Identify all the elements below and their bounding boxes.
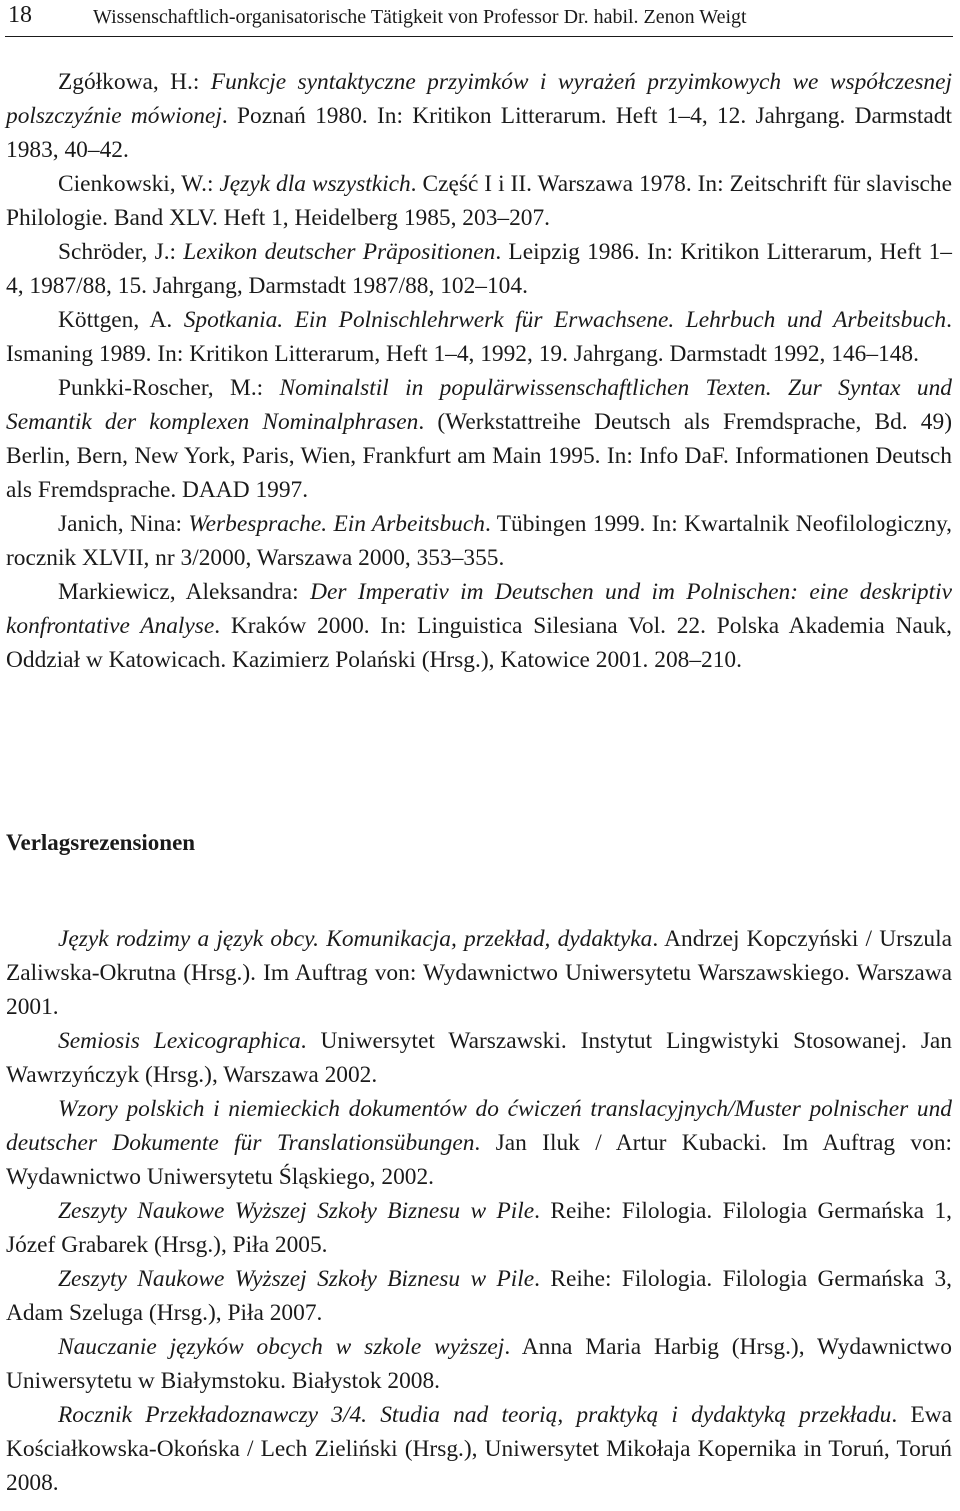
running-title: Wissenschaftlich-organisatorische Tätigkeit von Professor Dr. habil. Zenon Weigt: [93, 6, 747, 28]
review-entry: [6, 922, 952, 1024]
page-number: 18: [8, 2, 32, 28]
entry-title: Nominalstil in populärwissenschaftlichen Texten. Zur Syntax und Semantik der komplexen Nominalphrasen: [6, 375, 952, 435]
review-entry: [6, 1024, 952, 1092]
review-entry: [6, 1262, 952, 1330]
entry-title: Nauczanie języków obcych w szkole wyższej: [58, 1334, 505, 1360]
entry-text: . (Werkstattreihe Deutsch als Fremdsprache, Bd. 49) Berlin, Bern, New York, Paris, Wien, Frankfurt am Main 1995. In: Info DaF. Informationen Deutsch als Fremdsprache. DAAD 1997.: [6, 409, 952, 503]
section-title: Verlagsrezensionen: [6, 830, 196, 855]
entry-title: Werbesprache. Ein Arbeitsbuch: [188, 511, 485, 537]
entry-title: Wzory polskich i niemieckich dokumentów do ćwiczeń translacyjnych/Muster polnischer und deutscher Dokumente für Translationsübungen: [6, 1096, 952, 1156]
entry-title: Funkcje syntaktyczne przyimków i wyrażeń przyimkowych we współczesnej polszczyźnie mówionej: [6, 69, 953, 129]
entry-title: Spotkania. Ein Polnischlehrwerk für Erwachsene. Lehrbuch und Arbeitsbuch: [183, 307, 947, 333]
entry-title: Rocznik Przekładoznawczy 3/4. Studia nad teorią, praktyką i dydaktyką przekładu: [58, 1402, 892, 1428]
reviews-list: [6, 922, 952, 1500]
bibliography-entry: [6, 65, 952, 167]
entry-text: Köttgen, A.: [58, 307, 184, 333]
entry-title: Lexikon deutscher Präpositionen: [183, 239, 496, 265]
entry-text: Janich, Nina:: [58, 511, 189, 537]
entry-text: . Część I i II. Warszawa 1978. In: Zeitschrift für slavische Philologie. Band XLV. Heft 1, Heidelberg 1985, 203–207.: [6, 171, 953, 231]
bibliography-entry: [6, 235, 952, 303]
entry-text: Schröder, J.:: [58, 239, 184, 265]
entry-text: . Leipzig 1986. In: Kritikon Litterarum, Heft 1–4, 1987/88, 15. Jahrgang, Darmstadt 1987/88, 102–104.: [6, 239, 952, 299]
bibliography-entry: [6, 167, 952, 235]
entry-text: Markiewicz, Aleksandra:: [58, 579, 311, 605]
bibliography-entry: [6, 575, 952, 677]
review-entry: [6, 1398, 952, 1500]
entry-text: . Andrzej Kopczyński / Urszula Zaliwska-Okrutna (Hrsg.). Im Auftrag von: Wydawnictwo Uniwersytetu Warszawskiego. Warszawa 2001.: [6, 926, 952, 1020]
bibliography-entry: [6, 507, 952, 575]
entry-title: Semiosis Lexicographica: [58, 1028, 301, 1054]
entry-text: . Poznań 1980. In: Kritikon Litterarum. Heft 1–4, 12. Jahrgang. Darmstadt 1983, 40–42.: [6, 103, 953, 163]
entry-title: Język rodzimy a język obcy. Komunikacja, przekład, dydaktyka: [58, 926, 653, 952]
entry-text: Punkki-Roscher, M.:: [58, 375, 280, 401]
entry-text: . Ismaning 1989. In: Kritikon Litterarum, Heft 1–4, 1992, 19. Jahrgang. Darmstadt 1992, 146–148.: [6, 307, 952, 367]
entry-text: . Ewa Kościałkowska-Okońska / Lech Zieliński (Hrsg.), Uniwersytet Mikołaja Kopernika in Toruń, Toruń 2008.: [6, 1402, 953, 1496]
entry-title: Język dla wszystkich: [219, 171, 411, 197]
entry-text: . Jan Iluk / Artur Kubacki. Im Auftrag von: Wydawnictwo Uniwersytetu Śląskiego, 2002.: [6, 1130, 953, 1190]
bibliography-list: [6, 65, 952, 677]
entry-text: . Reihe: Filologia. Filologia Germańska 1, Józef Grabarek (Hrsg.), Piła 2005.: [6, 1198, 952, 1258]
entry-title: Zeszyty Naukowe Wyższej Szkoły Biznesu w Pile: [58, 1266, 535, 1292]
review-entry: [6, 1194, 952, 1262]
entry-text: . Uniwersytet Warszawski. Instytut Lingwistyki Stosowanej. Jan Wawrzyńczyk (Hrsg.), Warszawa 2002.: [6, 1028, 953, 1088]
entry-text: . Tübingen 1999. In: Kwartalnik Neofilologiczny, rocznik XLVII, nr 3/2000, Warszawa 2000, 353–355.: [6, 511, 953, 571]
entry-text: . Reihe: Filologia. Filologia Germańska 3, Adam Szeluga (Hrsg.), Piła 2007.: [6, 1266, 952, 1326]
entry-text: Zgółkowa, H.:: [58, 69, 211, 95]
entry-title: Zeszyty Naukowe Wyższej Szkoły Biznesu w Pile: [58, 1198, 535, 1224]
page-header: [5, 0, 953, 37]
entry-text: Cienkowski, W.:: [58, 171, 220, 197]
review-entry: [6, 1330, 952, 1398]
entry-title: Der Imperativ im Deutschen und im Polnischen: eine deskriptiv konfrontative Analyse: [6, 579, 953, 639]
bibliography-entry: [6, 303, 952, 371]
review-entry: [6, 1092, 952, 1194]
entry-text: . Anna Maria Harbig (Hrsg.), Wydawnictwo Uniwersytetu w Białymstoku. Białystok 2008.: [6, 1334, 953, 1394]
entry-text: . Kraków 2000. In: Linguistica Silesiana Vol. 22. Polska Akademia Nauk, Oddział w Katowicach. Kazimierz Polański (Hrsg.), Katowice 2001. 208–210.: [6, 613, 952, 673]
bibliography-entry: [6, 371, 952, 507]
